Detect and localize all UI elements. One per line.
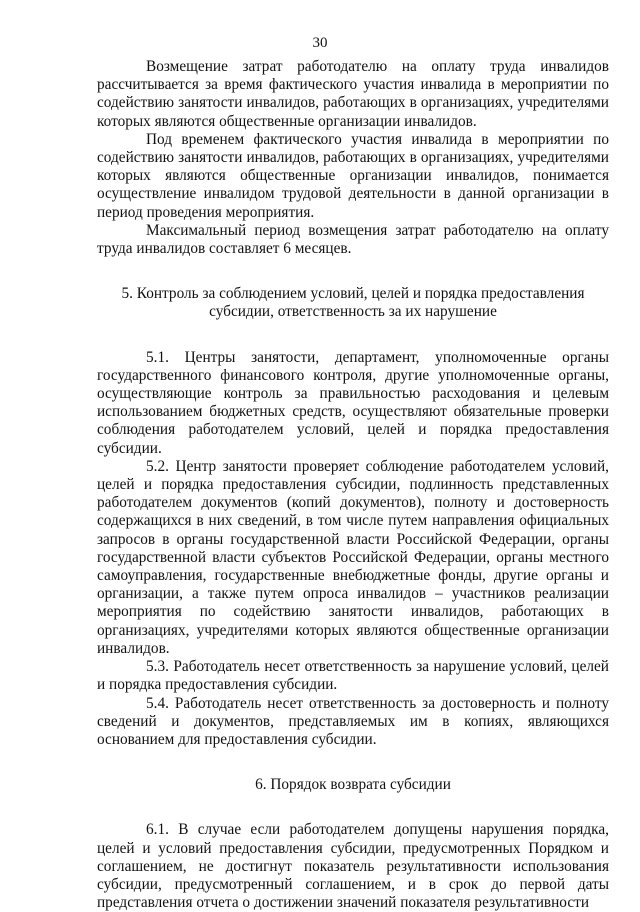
section-5-heading-line-2: субсидии, ответственность за их нарушение	[209, 303, 497, 321]
paragraph-5-1: 5.1. Центры занятости, департамент, уполномоченные органы государственного финансового контроля, другие уполномоченные органы, осуществляющие контроль за правильностью расходования и целевым использованием бюджетных средств, осуществляют обязательные проверки соблюдения работодателем условий, целей и порядка предоставления субсидии.	[97, 348, 609, 457]
paragraph-participation-time-definition: Под временем фактического участия инвалида в мероприятии по содействию занятости инвалидов, работающих в организациях, учредителями которых являются общественные организации инвалидов, понимается осуществление инвалидом трудовой деятельности в данной организации в период проведения мероприятия.	[97, 130, 609, 221]
section-5-heading-line-1: 5. Контроль за соблюдением условий, целей и порядка предоставления	[121, 285, 585, 303]
paragraph-max-reimbursement-period: Максимальный период возмещения затрат работодателю на оплату труда инвалидов составляет 6 месяцев.	[97, 221, 609, 258]
paragraph-reimbursement-calculation: Возмещение затрат работодателю на оплату труда инвалидов рассчитывается за время фактического участия инвалида в мероприятии по содействию занятости инвалидов, работающих в организациях, учредителями которых являются общественные организации инвалидов.	[97, 58, 609, 130]
paragraph-6-1: 6.1. В случае если работодателем допущены нарушения порядка, целей и условий предоставления субсидии, предусмотренных Порядком и соглашением, не достигнут показатель результативности использования субсидии, предусмотренный соглашением, и в срок до первой даты представления отчета о достижении значений показателя результативности	[97, 821, 609, 912]
page-number: 30	[312, 35, 328, 51]
paragraph-5-2: 5.2. Центр занятости проверяет соблюдение работодателем условий, целей и порядка предоставления субсидии, подлинность представленных работодателем документов (копий документов), полноту и достоверность содержащихся в них сведений, в том числе путем направления официальных запросов в органы государственной власти Российской Федерации, органы государственной власти субъектов Российской Федерации, органы местного самоуправления, государственные внебюджетные фонды, другие органы и организации, а также путем опроса инвалидов – участников реализации мероприятия по содействию занятости инвалидов, работающих в организациях, учредителями которых являются общественные организации инвалидов.	[97, 457, 609, 657]
section-6-heading: 6. Порядок возврата субсидии	[255, 776, 451, 794]
paragraph-5-3: 5.3. Работодатель несет ответственность за нарушение условий, целей и порядка предоставления субсидии.	[97, 658, 609, 694]
paragraph-5-4: 5.4. Работодатель несет ответственность за достоверность и полноту сведений и документов, представляемых им в копиях, являющихся основанием для предоставления субсидии.	[97, 694, 609, 748]
document-body	[97, 58, 609, 912]
